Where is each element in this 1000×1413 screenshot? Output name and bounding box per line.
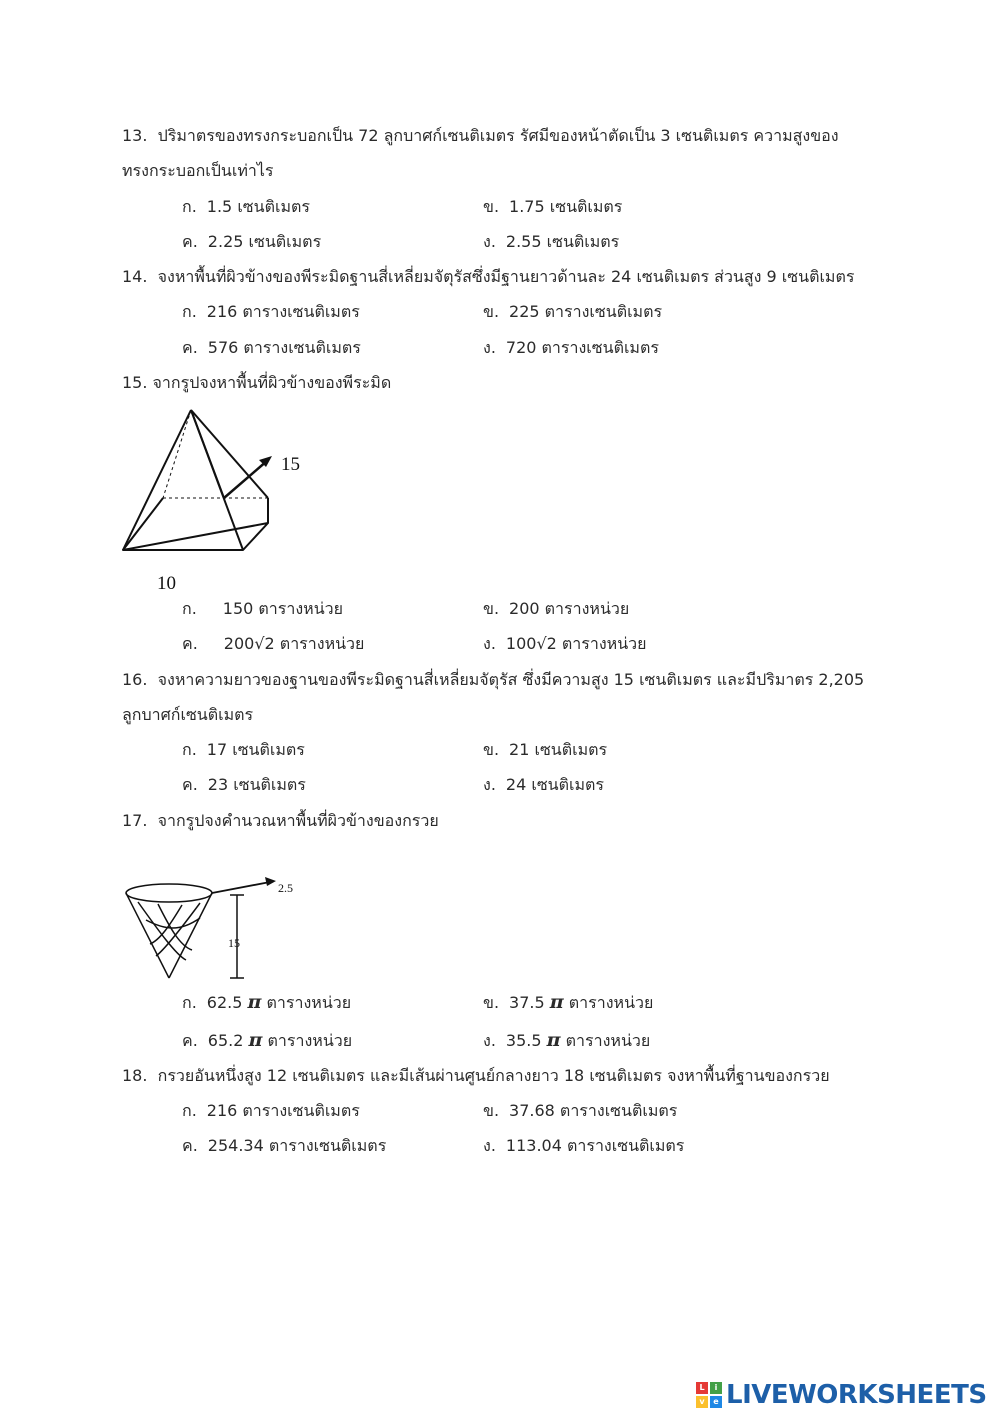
question-13-option-c[interactable]: ค. 2.25 เซนติเมตร <box>182 232 322 251</box>
question-14-option-b[interactable]: ข. 225 ตารางเซนติเมตร <box>483 302 663 321</box>
question-18-option-c[interactable]: ค. 254.34 ตารางเซนติเมตร <box>182 1136 387 1155</box>
question-16-option-d[interactable]: ง. 24 เซนติเมตร <box>483 775 605 794</box>
pyramid-figure <box>110 400 330 600</box>
question-13-option-a[interactable]: ก. 1.5 เซนติเมตร <box>182 197 310 216</box>
question-16-option-c[interactable]: ค. 23 เซนติเมตร <box>182 775 306 794</box>
question-15-option-a[interactable]: ก. 150 ตารางหน่วย <box>182 599 344 618</box>
question-14-option-a[interactable]: ก. 216 ตารางเซนติเมตร <box>182 302 360 321</box>
question-14-option-d[interactable]: ง. 720 ตารางเซนติเมตร <box>483 338 659 357</box>
question-15-option-b[interactable]: ข. 200 ตารางหน่วย <box>483 599 630 618</box>
question-17-option-d[interactable]: ง. 35.5 π ตารางหน่วย <box>483 1029 651 1051</box>
question-16-option-a[interactable]: ก. 17 เซนติเมตร <box>182 740 305 759</box>
question-14-option-c[interactable]: ค. 576 ตารางเซนติเมตร <box>182 338 361 357</box>
pi-symbol: π <box>549 991 564 1013</box>
question-15-option-d[interactable]: ง. 100√2 ตารางหน่วย <box>483 634 647 653</box>
pyramid-base-front <box>123 523 268 550</box>
pi-symbol: π <box>248 1029 263 1051</box>
question-13-stem: 13. ปริมาตรของทรงกระบอกเป็น 72 ลูกบาศก์เซนติเมตร รัศมีของหน้าตัดเป็น 3 เซนติเมตร ความสูงของ <box>122 126 839 145</box>
question-18-stem: 18. กรวยอันหนึ่งสูง 12 เซนติเมตร และมีเส้นผ่านศูนย์กลางยาว 18 เซนติเมตร จงหาพื้นที่ฐานของกรวย <box>122 1066 830 1085</box>
cone-radius-label: 2.5 <box>278 881 293 895</box>
question-17-option-c[interactable]: ค. 65.2 π ตารางหน่วย <box>182 1029 353 1051</box>
pi-symbol: π <box>247 991 262 1013</box>
question-18-option-a[interactable]: ก. 216 ตารางเซนติเมตร <box>182 1101 360 1120</box>
logo-blocks-icon: L i v e <box>696 1382 722 1408</box>
question-13-option-b[interactable]: ข. 1.75 เซนติเมตร <box>483 197 623 216</box>
cone-rim <box>126 884 212 902</box>
question-14-stem: 14. จงหาพื้นที่ผิวข้างของพีระมิดฐานสี่เหลี่ยมจัตุรัสซึ่งมีฐานยาวด้านละ 24 เซนติเมตร ส่วนสูง 9 เซนติเมตร <box>122 267 855 286</box>
pyramid-base-label: 10 <box>157 573 176 594</box>
cone-figure <box>120 870 300 985</box>
question-18-option-d[interactable]: ง. 113.04 ตารางเซนติเมตร <box>483 1136 685 1155</box>
pyramid-slant-label: 15 <box>281 454 300 475</box>
pi-symbol: π <box>546 1029 561 1051</box>
question-17-option-a[interactable]: ก. 62.5 π ตารางหน่วย <box>182 991 352 1013</box>
question-16-stem-line2: ลูกบาศก์เซนติเมตร <box>122 705 254 724</box>
arrow-head-icon <box>265 877 276 886</box>
question-16-stem: 16. จงหาความยาวของฐานของพีระมิดฐานสี่เหลี่ยมจัตุรัส ซึ่งมีความสูง 15 เซนติเมตร และมีปริมาตร 2,205 <box>122 670 865 689</box>
question-18-option-b[interactable]: ข. 37.68 ตารางเซนติเมตร <box>483 1101 678 1120</box>
question-15-stem: 15. จากรูปจงหาพื้นที่ผิวข้างของพีระมิด <box>122 373 392 392</box>
question-13-stem-line2: ทรงกระบอกเป็นเท่าไร <box>122 161 274 180</box>
question-13-option-d[interactable]: ง. 2.55 เซนติเมตร <box>483 232 620 251</box>
liveworksheets-logo[interactable] <box>696 1380 987 1410</box>
question-17-stem: 17. จากรูปจงคำนวณหาพื้นที่ผิวข้างของกรวย <box>122 811 439 830</box>
question-15-option-c[interactable]: ค. 200√2 ตารางหน่วย <box>182 634 365 653</box>
question-16-option-b[interactable]: ข. 21 เซนติเมตร <box>483 740 608 759</box>
question-17-option-b[interactable]: ข. 37.5 π ตารางหน่วย <box>483 991 654 1013</box>
logo-text: LIVEWORKSHEETS <box>726 1380 987 1410</box>
cone-height-label: 15 <box>228 936 240 950</box>
